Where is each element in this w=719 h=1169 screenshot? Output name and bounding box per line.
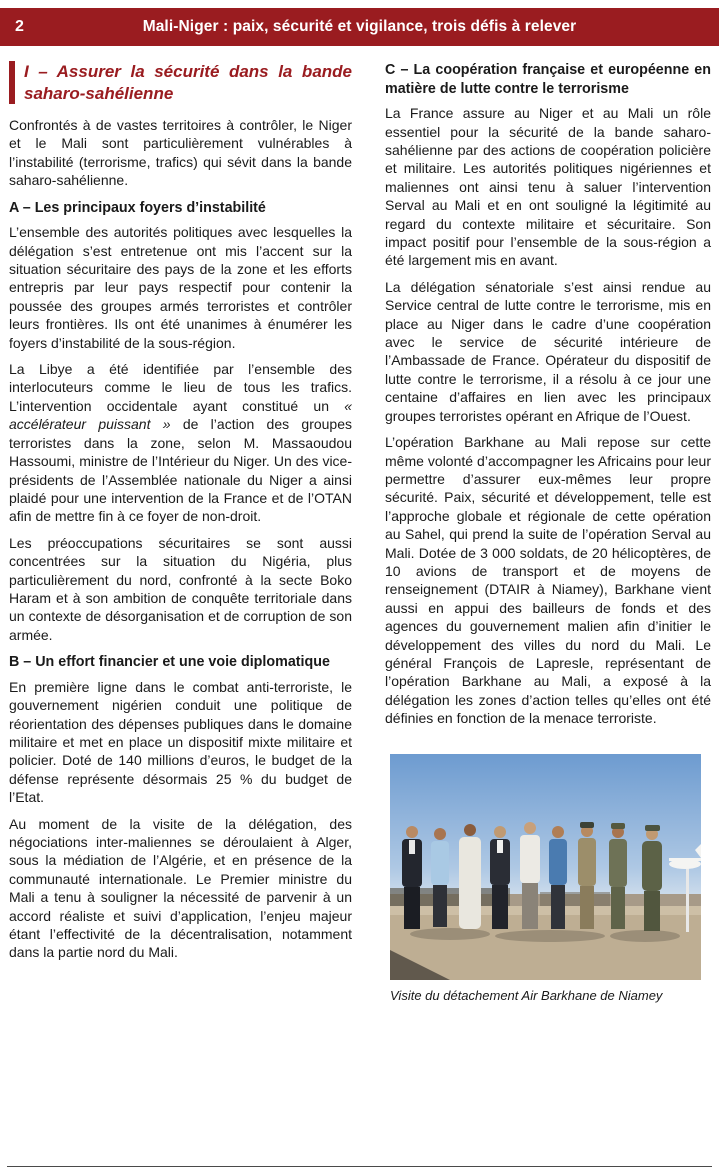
paragraph-a3: Les préoccupations sécuritaires se sont aussi concentrées sur la situation du Nigéria, plus particulièrement du nord, confronté à la secte Boko Haram et à son ambition de conquête territoriale dans un contexte de désorganisation et de corruption de son armée. <box>9 534 352 643</box>
photo-delegation-image <box>390 754 701 980</box>
paragraph-a2-text-after: de l’action des groupes terroristes dans la zone, selon M. Massaoudou Hassoumi, ministre de l’Intérieur du Niger. Un des vice-présidents de l’Assemblée nationale du Niger a ainsi plaidé pour une intervention de la France et de l’OTAN afin de mettre fin à ce foyer de non-droit. <box>9 416 352 525</box>
paragraph-b2: Au moment de la visite de la délégation, des négociations inter-maliennes se déroulaient à Alger, sous la médiation de l’Algérie, et en présence de la communauté internationale. Le Premier ministre du Mali a tenu à souligner la nécessité de parvenir à un accord réaliste et suivi d’application, l’enjeu majeur étant l’effectivité de la décentralisation, notamment dans la partie nord du Mali. <box>9 815 352 961</box>
right-column <box>385 59 711 1003</box>
quoted-phrase: « accélérateur puissant » <box>9 397 352 433</box>
paragraph-a2-text-before: La Libye a été identifiée par l’ensemble des interlocuteurs comme le lieu de tous les trafics. L’intervention occidentale ayant constitué un <box>9 361 352 414</box>
page-header-title: Mali-Niger : paix, sécurité et vigilance, trois défis à relever <box>142 18 577 35</box>
paragraph-c3: L’opération Barkhane au Mali repose sur cette même volonté d’accompagner les Africains pour leur permettre d’assurer eux-mêmes leur propre sécurité. Paix, sécurité et développement, telle est l’approche globale et régionale de cette opération au Sahel, qui prend la suite de l’opération Serval au Mali. Dotée de 3 000 soldats, de 20 hélicoptères, de 10 avions de transport et de moyens de renseignement (DTAIR à Niamey), Barkhane vient aussi en appui des bailleurs de fonds et des agences du gouvernement malien afin d’initier le développement des villes du nord du Mali. Le général François de Lapresle, représentant de l’opération Barkhane au Mali, a exposé à la délégation les zones d’action telles qu’elles ont été définies en fonction de la menace terroriste. <box>385 434 711 727</box>
paragraph-c2: La délégation sénatoriale s’est ainsi rendue au Service central de lutte contre le terrorisme, mis en place au Niger dans le cadre d’une coopération avec le service de sécurité intérieure de l’Ambassade de France. Opérateur du dispositif de lutte contre le terrorisme, il a résolu à ce jour une centaine d’affaires en lien avec les principaux groupes terroristes opérant en Afrique de l’Ouest. <box>385 278 711 424</box>
paragraph-c1: La France assure au Niger et au Mali un rôle essentiel pour la sécurité de la bande saharo-sahélienne par des actions de coopération policière et militaire. Les autorités politiques nigériennes et maliennes ont ainsi tenu à saluer l’intervention Serval au Mali et en ont souligné la légitimité au regard du contexte militaire et sécuritaire. Son impact positif pour l’ensemble de la sous-région a été largement mis en avant. <box>385 105 711 269</box>
subheading-a: A – Les principaux foyers d’instabilité <box>9 199 266 216</box>
page-header <box>0 8 719 46</box>
subheading-c: C – La coopération française et européenne en matière de lutte contre le terrorisme <box>385 62 711 97</box>
page-number: 2 <box>15 18 24 35</box>
photo-caption: Visite du détachement Air Barkhane de Niamey <box>390 987 663 1003</box>
paragraph-a1: L’ensemble des autorités politiques avec lesquelles la délégation s’est entretenue ont mis l’accent sur la situation sécuritaire des pays de la zone et les efforts entrepris par leur pays respectif pour contenir la poussée des groupes armés terroristes et contrôler leurs frontières. Ils ont été unanimes à énumérer les foyers d’instabilité de la sous-région. <box>9 224 352 351</box>
paragraph-intro: Confrontés à de vastes territoires à contrôler, le Niger et le Mali sont particulièrement vulnérables à l’instabilité (terrorisme, trafics) qui sévit dans la bande saharo-sahélienne. <box>9 117 352 189</box>
paragraph-a2 <box>9 360 352 526</box>
left-column <box>9 59 352 1003</box>
section-heading-1: I – Assurer la sécurité dans la bande saharo-sahélienne <box>9 61 352 104</box>
photo-delegation <box>390 754 701 1003</box>
paragraph-b1: En première ligne dans le combat anti-terroriste, le gouvernement nigérien conduit une politique de réorientation des dépenses publiques dans le domaine militaire et met en place un dispositif mixte militaire et policier. Doté de 140 millions d’euros, le budget de la défense représente désormais 25 % du budget de l’Etat. <box>9 678 352 806</box>
page-bottom-rule <box>7 1166 712 1167</box>
two-column-layout <box>0 46 719 1003</box>
subheading-b: B – Un effort financier et une voie diplomatique <box>9 654 330 671</box>
